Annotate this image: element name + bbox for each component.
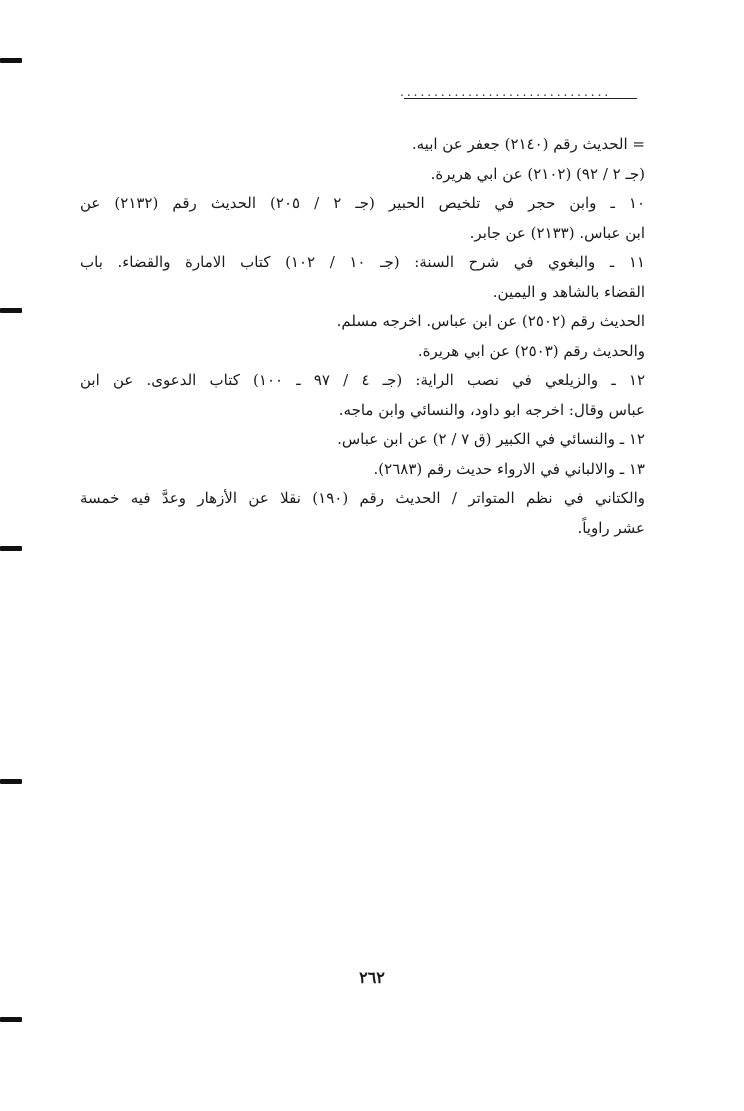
footnote-line: عباس وقال: اخرجه ابو داود، والنسائي وابن ماجه. — [338, 400, 645, 419]
footnote-line: (جـ ٢ / ٩٢) (٢١٠٢) عن ابي هريرة. — [430, 164, 645, 183]
footnote-line: عشر راوياً. — [577, 518, 645, 537]
footnote-line: والكتاني في نظم المتواتر / الحديث رقم (١٩٠) نقلا عن الأزهار وعدَّ فيه خمسة — [80, 489, 645, 507]
footnote-line: ١٣ ـ والالباني في الارواء حديث رقم (٢٦٨٣). — [373, 459, 645, 478]
footnote-line: ١٠ ـ وابن حجر في تلخيص الحبير (جـ ٢ / ٢٠٥) الحديث رقم (٢١٣٢) عن — [80, 194, 645, 212]
footnote-line: ابن عباس. (٢١٣٣) عن جابر. — [469, 223, 645, 242]
footnote-rule — [404, 95, 637, 99]
footnote-line: الحديث رقم (٢٥٠٢) عن ابن عباس. اخرجه مسلم. — [336, 312, 645, 330]
footnote-line: = الحديث رقم (٢١٤٠) جعفر عن ابيه. — [411, 135, 645, 153]
footnote-line: ١١ ـ والبغوي في شرح السنة: (جـ ١٠ / ١٠٢) كتاب الامارة والقضاء. باب — [80, 253, 645, 271]
footnote-line: والحديث رقم (٢٥٠٣) عن ابي هريرة. — [417, 341, 645, 360]
scan-margin-mark — [0, 546, 22, 551]
scan-margin-mark — [0, 779, 22, 784]
page-number: ٢٦٢ — [359, 968, 385, 987]
footnote-line: ١٢ ـ والزيلعي في نصب الراية: (جـ ٤ / ٩٧ ـ ١٠٠) كتاب الدعوى. عن ابن — [80, 371, 645, 389]
dotted-separator: ............................... — [400, 87, 612, 97]
footnotes-block — [80, 130, 645, 543]
scan-margin-mark — [0, 308, 22, 313]
footnote-line: ١٢ ـ والنسائي في الكبير (ق ٧ / ٢) عن ابن عباس. — [337, 430, 645, 448]
scan-margin-mark — [0, 58, 22, 63]
footnote-line: القضاء بالشاهد و اليمين. — [492, 282, 645, 301]
scan-margin-mark — [0, 1017, 22, 1022]
